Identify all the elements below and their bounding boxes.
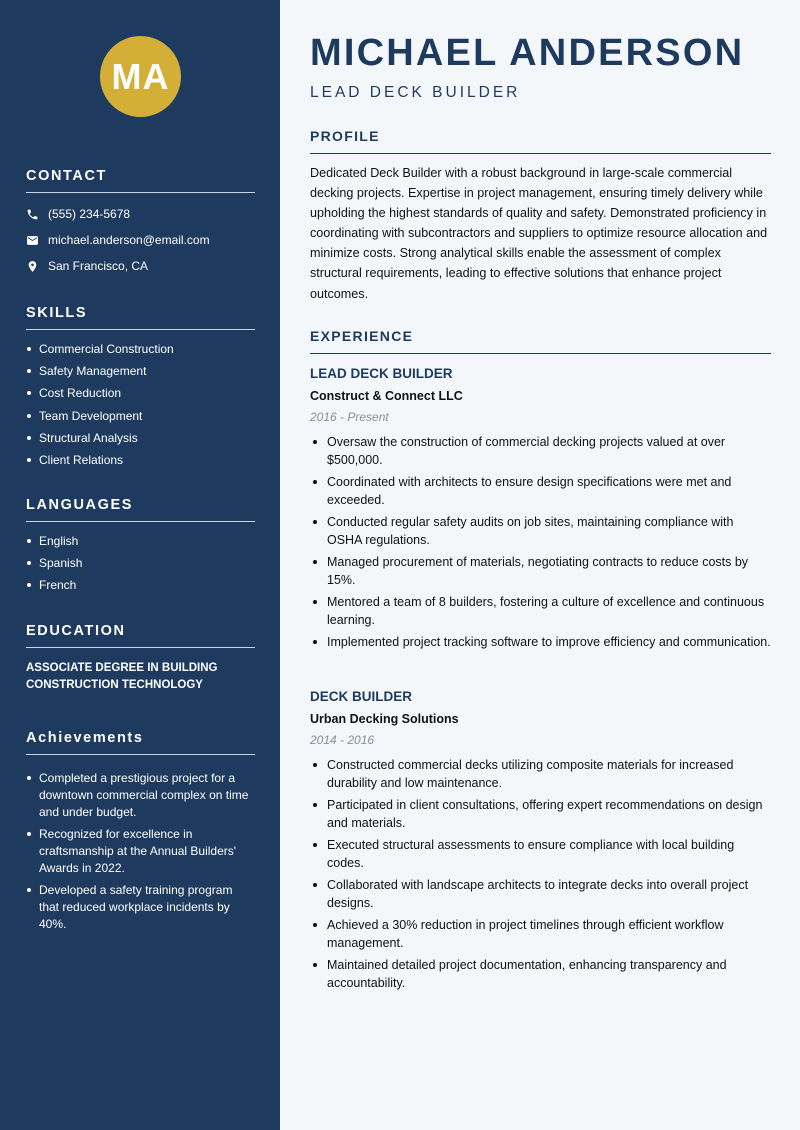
contact-email[interactable] bbox=[26, 230, 255, 250]
email-icon bbox=[26, 234, 39, 247]
phone-icon bbox=[26, 208, 39, 221]
job-bullets bbox=[310, 756, 771, 992]
skill-item: Cost Reduction bbox=[26, 386, 255, 400]
job-company: Construct & Connect LLC bbox=[310, 389, 463, 403]
job-dates: 2014 - 2016 bbox=[310, 733, 375, 747]
candidate-name: MICHAEL ANDERSON bbox=[310, 32, 745, 74]
contact-section bbox=[26, 168, 255, 276]
skills-section bbox=[26, 305, 255, 475]
candidate-title: LEAD DECK BUILDER bbox=[310, 84, 521, 101]
job-bullet: Achieved a 30% reduction in project timelines through efficient workflow management. bbox=[310, 916, 771, 952]
achievement-item: Completed a prestigious project for a downtown commercial complex on time and under budget. bbox=[26, 770, 255, 821]
experience-heading: EXPERIENCE bbox=[310, 328, 771, 354]
job-dates: 2016 - Present bbox=[310, 410, 389, 424]
job-bullet: Implemented project tracking software to improve efficiency and communication. bbox=[310, 633, 771, 651]
job-bullet: Executed structural assessments to ensure compliance with local building codes. bbox=[310, 836, 771, 872]
languages-section bbox=[26, 497, 255, 601]
job-bullet: Mentored a team of 8 builders, fostering a culture of excellence and continuous learning. bbox=[310, 593, 771, 629]
email-text: michael.anderson@email.com bbox=[48, 233, 210, 247]
job-title: DECK BUILDER bbox=[310, 689, 413, 704]
skills-list bbox=[26, 342, 255, 467]
job-bullet: Coordinated with architects to ensure design specifications were met and exceeded. bbox=[310, 473, 771, 509]
phone-text: (555) 234-5678 bbox=[48, 207, 131, 221]
skill-item: Structural Analysis bbox=[26, 431, 255, 445]
education-section bbox=[26, 623, 255, 694]
job-bullet: Maintained detailed project documentation, enhancing transparency and accountability. bbox=[310, 956, 771, 992]
job-bullet: Managed procurement of materials, negotiating contracts to reduce costs by 15%. bbox=[310, 553, 771, 589]
job-entry bbox=[310, 689, 771, 996]
location-pin-icon bbox=[26, 260, 39, 273]
avatar: MA bbox=[100, 36, 181, 117]
language-item: English bbox=[26, 534, 255, 548]
job-title: LEAD DECK BUILDER bbox=[310, 366, 453, 381]
job-bullets bbox=[310, 433, 771, 651]
languages-heading: LANGUAGES bbox=[26, 497, 255, 522]
language-item: French bbox=[26, 578, 255, 592]
location-text: San Francisco, CA bbox=[48, 259, 149, 273]
languages-list bbox=[26, 534, 255, 592]
language-item: Spanish bbox=[26, 556, 255, 570]
skill-item: Safety Management bbox=[26, 364, 255, 378]
education-heading: EDUCATION bbox=[26, 623, 255, 648]
skill-item: Commercial Construction bbox=[26, 342, 255, 356]
achievements-list bbox=[26, 770, 255, 933]
job-bullet: Participated in client consultations, offering expert recommendations on design and materials. bbox=[310, 796, 771, 832]
profile-heading: PROFILE bbox=[310, 128, 771, 154]
skills-heading: SKILLS bbox=[26, 305, 255, 330]
job-bullet: Collaborated with landscape architects to integrate decks into overall project designs. bbox=[310, 876, 771, 912]
contact-phone[interactable] bbox=[26, 204, 255, 224]
job-bullet: Oversaw the construction of commercial decking projects valued at over $500,000. bbox=[310, 433, 771, 469]
achievement-item: Developed a safety training program that reduced workplace incidents by 40%. bbox=[26, 882, 255, 933]
achievements-heading: Achievements bbox=[26, 730, 255, 755]
profile-text: Dedicated Deck Builder with a robust background in large-scale commercial decking projects. Expertise in project management, ensuring timely delivery while upholding the highest standards of quality and safety. Demonstrated proficiency in coordinating with subcontractors and suppliers to optimize resource allocation and minimize costs. Strong analytical skills enable the assessment of complex structural requirements, leading to effective solutions that enhance project outcomes. bbox=[310, 166, 768, 301]
achievement-item: Recognized for excellence in craftsmanship at the Annual Builders' Awards in 2022. bbox=[26, 826, 255, 877]
achievements-section bbox=[26, 730, 255, 938]
job-bullet: Constructed commercial decks utilizing composite materials for increased durability and low maintenance. bbox=[310, 756, 771, 792]
skill-item: Team Development bbox=[26, 409, 255, 423]
contact-location bbox=[26, 256, 255, 276]
job-bullet: Conducted regular safety audits on job sites, maintaining compliance with OSHA regulations. bbox=[310, 513, 771, 549]
skill-item: Client Relations bbox=[26, 453, 255, 467]
contact-heading: CONTACT bbox=[26, 168, 255, 193]
job-company: Urban Decking Solutions bbox=[310, 712, 459, 726]
job-entry bbox=[310, 366, 771, 655]
sidebar bbox=[0, 0, 280, 1130]
education-degree: ASSOCIATE DEGREE IN BUILDING CONSTRUCTION TECHNOLOGY bbox=[26, 662, 218, 691]
